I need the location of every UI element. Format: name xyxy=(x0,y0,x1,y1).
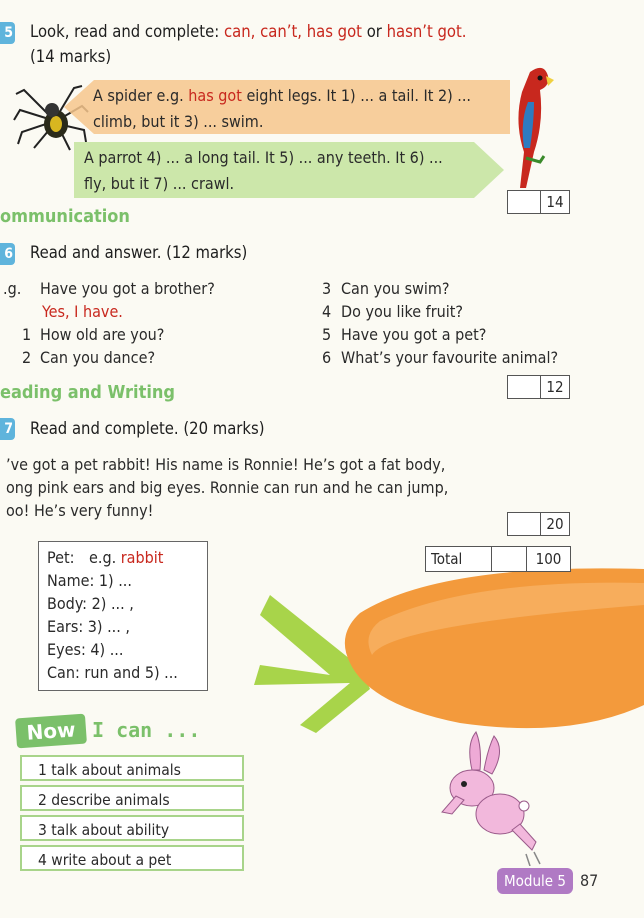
passage-line: ong pink ears and big eyes. Ronnie can run and he can jump, xyxy=(6,478,449,497)
score-max: 14 xyxy=(546,193,564,211)
ex6-q-4 xyxy=(322,300,582,323)
spider-text-rest: eight legs. It 1) ... a tail. It 2) ... xyxy=(241,86,471,105)
form-row-eyes: Eyes: 4) ... xyxy=(47,640,124,659)
ex6-right-column xyxy=(322,277,582,369)
title-prefix: Look, read and complete: xyxy=(30,22,224,41)
form-row-body: Body: 2) ... , xyxy=(47,594,134,613)
spider-line-1 xyxy=(93,84,471,107)
form-row-can: Can: run and 5) ... xyxy=(47,663,178,682)
title-or: or xyxy=(361,22,387,41)
q-number: 2 xyxy=(22,348,32,367)
q-number: 1 xyxy=(22,325,32,344)
exercise-number-6: 6 xyxy=(0,243,15,265)
q-text: What’s your favourite animal? xyxy=(341,348,559,367)
carrot-illustration xyxy=(240,555,644,740)
exercise-number-5: 5 xyxy=(0,22,15,44)
score-box-ex7 xyxy=(507,512,570,536)
score-blank[interactable] xyxy=(508,191,541,213)
score-blank[interactable] xyxy=(508,513,541,535)
eg-label: e.g. xyxy=(156,86,189,105)
spider-example: has got xyxy=(188,86,242,105)
form-row-ears: Ears: 3) ... , xyxy=(47,617,130,636)
rabbit-icon xyxy=(436,726,546,866)
q-number: 6 xyxy=(322,348,332,367)
exercise-7-title: Read and complete. (20 marks) xyxy=(30,419,265,438)
passage-line: ’ve got a pet rabbit! His name is Ronnie! He’s got a fat body, xyxy=(6,455,446,474)
q-number: 3 xyxy=(322,279,332,298)
section-heading-reading-writing: eading and Writing xyxy=(0,382,175,403)
score-box-ex5 xyxy=(507,190,570,214)
total-max: 100 xyxy=(535,550,562,568)
can-item-2: 2 describe animals xyxy=(20,785,244,811)
q-number: 5 xyxy=(322,325,332,344)
pet-value: rabbit xyxy=(120,548,164,567)
form-row-name: Name: 1) ... xyxy=(47,571,132,590)
exercise-6-title: Read and answer. (12 marks) xyxy=(30,243,248,262)
now-badge xyxy=(15,714,87,749)
form-row-pet xyxy=(47,546,207,569)
pet-form xyxy=(38,541,208,691)
q-text: Can you dance? xyxy=(40,348,156,367)
q-number: .g. xyxy=(3,279,22,298)
exercise-number-7: 7 xyxy=(0,418,15,440)
page-number: 87 xyxy=(580,871,599,890)
total-blank[interactable] xyxy=(492,547,527,571)
q-text: Have you got a brother? xyxy=(40,279,215,298)
spider-text: A spider xyxy=(93,86,157,105)
title-options: can, can’t, has got xyxy=(223,22,362,41)
pet-label: Pet: xyxy=(47,548,75,567)
can-item-1: 1 talk about animals xyxy=(20,755,244,781)
parrot-icon xyxy=(500,62,560,192)
score-box-ex6 xyxy=(507,375,570,399)
can-item-4: 4 write about a pet xyxy=(20,845,244,871)
title-last-option: hasn’t got. xyxy=(386,22,467,41)
score-blank[interactable] xyxy=(508,376,541,398)
q-text: Do you like fruit? xyxy=(341,302,464,321)
i-can-label: I can ... xyxy=(92,718,201,742)
parrot-line-2: fly, but it 7) ... crawl. xyxy=(84,174,235,193)
passage-line: oo! He’s very funny! xyxy=(6,501,154,520)
q-text: How old are you? xyxy=(40,325,165,344)
module-badge: Module 5 xyxy=(497,868,573,894)
answer-text: Yes, I have. xyxy=(42,302,123,321)
exercise-5-title xyxy=(30,22,467,41)
score-max: 12 xyxy=(546,378,564,396)
total-box xyxy=(425,546,571,572)
spider-line-2: climb, but it 3) ... swim. xyxy=(93,112,264,131)
score-max: 20 xyxy=(546,515,564,533)
section-heading-communication: ommunication xyxy=(0,206,130,227)
can-item-3: 3 talk about ability xyxy=(20,815,244,841)
total-label: Total xyxy=(426,547,492,571)
parrot-line-1: A parrot 4) ... a long tail. It 5) ... any teeth. It 6) ... xyxy=(84,148,443,167)
q-text: Have you got a pet? xyxy=(341,325,487,344)
now-label: Now xyxy=(25,717,77,745)
q-text: Can you swim? xyxy=(341,279,450,298)
q-number: 4 xyxy=(322,302,332,321)
ex7-passage xyxy=(6,453,526,522)
ex6-q-3 xyxy=(322,277,582,300)
ex6-q-5 xyxy=(322,323,582,346)
exercise-5-marks: (14 marks) xyxy=(30,47,112,66)
ex6-q-6 xyxy=(322,346,582,369)
eg-label: e.g. xyxy=(89,548,117,567)
